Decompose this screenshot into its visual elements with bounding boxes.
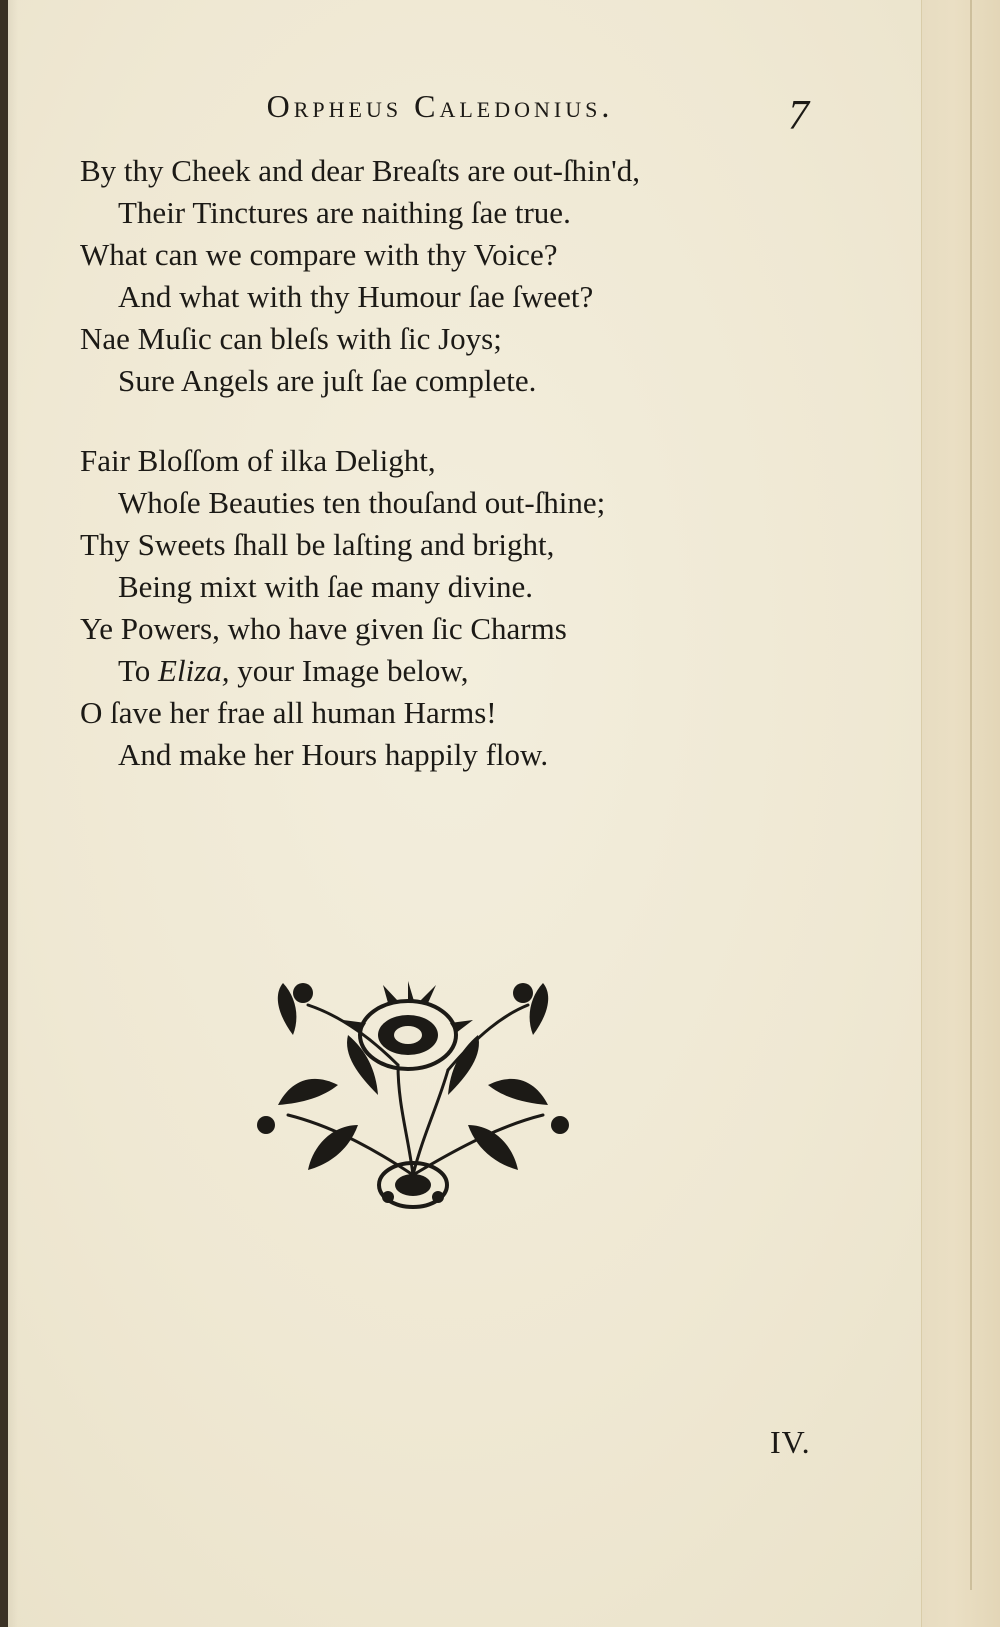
page-fold-line <box>970 0 972 1590</box>
verse-line: Being mixt with ſae many divine. <box>118 569 533 604</box>
verse-line: By thy Cheek and dear Breaſts are out-ſhin'd, <box>80 153 640 188</box>
verse-line: Ye Powers, who have given ſic Charms <box>80 611 567 646</box>
verse-text: To <box>118 653 159 688</box>
verse-line: Their Tinctures are naithing ſae true. <box>118 195 571 230</box>
catchword: IV. <box>770 1424 811 1460</box>
floral-ornament-icon <box>248 975 578 1215</box>
running-head: Orpheus Caledonius. <box>266 88 614 124</box>
verse-line: Fair Bloſſom of ilka Delight, <box>80 443 436 478</box>
verse-line: What can we compare with thy Voice? <box>80 237 558 272</box>
italic-name: Eliza, <box>158 653 230 688</box>
verse-line: O ſave her frae all human Harms! <box>80 695 497 730</box>
verse-line: And what with thy Humour ſae ſweet? <box>118 279 594 314</box>
binding-edge <box>0 0 8 1627</box>
page-number: 7 <box>788 93 809 139</box>
verse-line <box>80 650 760 692</box>
stanza-2 <box>80 440 760 776</box>
verse-line: Thy Sweets ſhall be laſting and bright, <box>80 527 555 562</box>
stanza-1 <box>80 150 760 402</box>
next-page-edge <box>921 0 1000 1627</box>
verse-line: Nae Muſic can bleſs with ſic Joys; <box>80 321 502 356</box>
verse-line: Sure Angels are juſt ſae complete. <box>118 363 537 398</box>
verse-line: And make her Hours happily flow. <box>118 737 549 772</box>
verse-line: Whoſe Beauties ten thouſand out-ſhine; <box>118 485 606 520</box>
verse-text: your Image below, <box>229 653 469 688</box>
